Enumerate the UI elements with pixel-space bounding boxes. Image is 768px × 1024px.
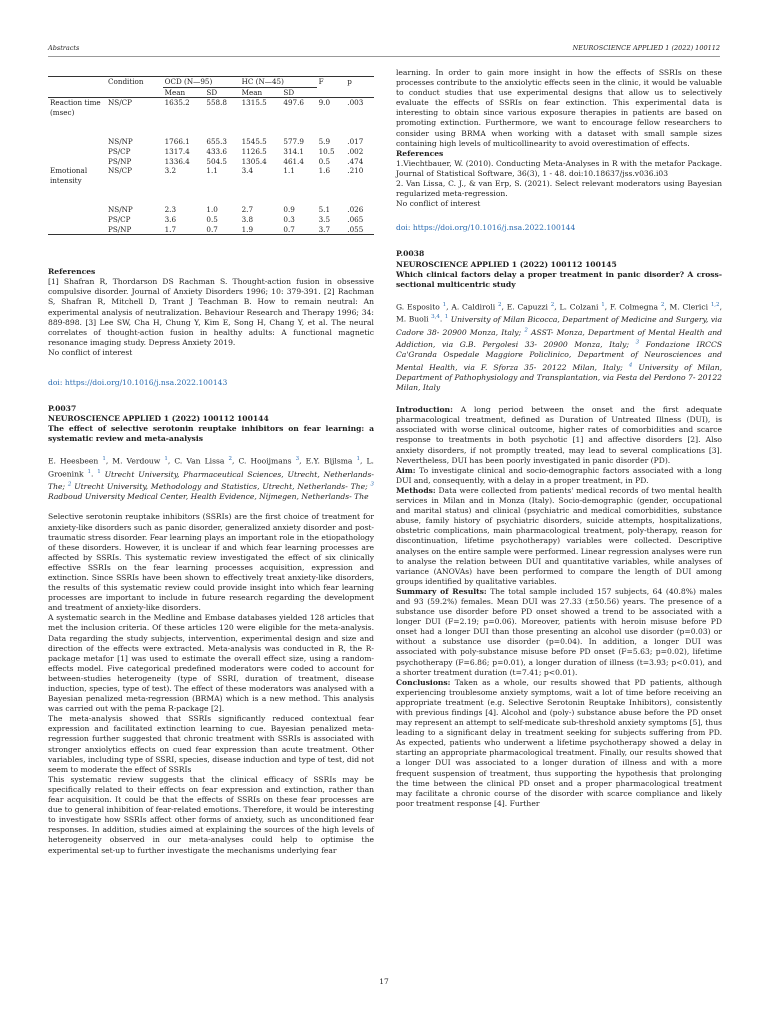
table-cell: NS/NP (108, 205, 133, 215)
table-cell: 577.9 (283, 137, 304, 147)
abstract-id-right: P.0038 (396, 249, 425, 259)
table-cell: 504.5 (206, 156, 227, 166)
left-column (48, 68, 374, 856)
table-cell: 1766.1 (164, 137, 190, 147)
table-cell: 10.5 (318, 146, 335, 156)
results-text: The total sample included 157 subjects, 64 (40.8%) males and 93 (59.2%) females. Mean DUI was 27.33 (±50.56) years. The presence of a substance use disorder before PD onset showed a trend to be associated with a longer DUI (F=2.19; p=0.06). Moreover, patients with heroin misuse before PD onset had a longer DUI than those presenting an alcohol use disorder (p=0.03) or without a substance use disorder (p=0.04). In addition, a longer DUI was associated with poly-substance misuse before PD onset (F=5.63; p=0.02), lifetime psychotherapy (F=6.86; p=0.01), a longer duration of illness (t=3.93; p<0.01), and a shorter treatment duration (t=7.41; p<0.01). (396, 586, 722, 677)
intro-text: A long period between the onset and the first adequate pharmacological treatment, defined as Duration of Untreated Illness (DUI), is associated with worse clinical outcome, higher rates of comorbidities and scarce response to treatments in both psychotic [1] and affective disorders [2]. Also anxiety disorders, if not promptly treated, may lead to several complications [3]. Nevertheless, DUI has been poorly investigated in panic disorder (PD). (396, 405, 723, 465)
author-list-right: G. Esposito $^1$, A. Caldiroli $^2$, E. Capuzzi $^2$, L. Colzani $^1$, F. Colmegna $^2$, M. Clerici $^{1,2}$, M. Buoli $^{3,4}$. $^1$ University of Milan Bicocca, Department of Medicine and Surgery, via Cadore 38- 20900 Monza, Italy; $^2$ ASST- Monza, Department of Mental Health and Addiction, via G.B. Pergolesi 33- 20900 Monza, Italy; $^3$ Fondazione IRCCS Ca'Granda Ospedale Maggiore Policlinico, Department of Neurosciences and Mental Health, via F. Sforza 35- 20122 Milan, Italy; $^4$ University of Milan, Department of Pathophysiology and Transplantation, via Festa del Perdono 7- 20122 Milan, Italy (396, 301, 723, 393)
table-row (48, 205, 374, 215)
abstract-journal: NEUROSCIENCE APPLIED 1 (2022) 100112 100144 (48, 414, 269, 424)
table-cell: PS/NP (106, 225, 163, 235)
table-row (48, 147, 374, 157)
table-cell: 0.5 (318, 156, 331, 166)
table-cell: 3.6 (164, 214, 177, 224)
table-cell: 1305.4 (241, 156, 267, 166)
table-cell: 1.0 (206, 205, 218, 215)
abstract-title-right: Which clinical factors delay a proper treatment in panic disorder? A cross-sectional multicentric study (396, 269, 722, 289)
table-cell: 1.1 (283, 166, 295, 176)
th-f: F (317, 77, 346, 88)
abstract-title: The effect of selective serotonin reuptake inhibitors on fear learning: a systematic review and meta-analysis (48, 424, 374, 444)
running-header-left: Abstracts (48, 44, 80, 52)
intro-label: Introduction: (396, 405, 453, 415)
table-cell: PS/CP (108, 214, 131, 224)
table-cell: 1.7 (163, 225, 205, 235)
row-group-label: Emotional intensity (50, 166, 88, 185)
body-paragraph: A systematic search in the Medline and Embase databases yielded 128 articles that met the inclusion criteria. Of these articles 120 were eligible for the meta-analysis. Data regarding the study subjects, intervention, experimental design and size and direction of the effects were extracted. Meta-analysis was conducted in R, the R-package metafor [1] was used to estimate the overall effect size, using a random-effects model. Five categorical predefined moderators were coded to account for between-studies heterogeneity (type of SSRI, duration of treatment, disease induction, species, type of test). The effect of these moderators was analysed with a Bayesian penalized meta-regression (BRMA) which is a new method. This analysis was carried out with the pema R-package [2]. (48, 613, 374, 714)
conclusions-label: Conclusions: (396, 677, 451, 687)
table-cell: 0.3 (283, 214, 295, 224)
table-cell: NS/NP (108, 137, 133, 147)
header-rule (48, 56, 720, 57)
table-cell: 1635.2 (164, 98, 190, 108)
body-paragraph: Selective serotonin reuptake inhibitors (SSRIs) are the first choice of treatment for anxiety-like disorders such as panic disorder, generalized anxiety disorder and post-traumatic stress disorder. Fear learning plays an important role in the etiopathology of these disorders. However, it is unclear if and which fear learning processes are affected by SSRIs. This systematic review investigated the effect of six clinically effective SSRIs on the fear learning processes acquisition, expression and extinction. Since SSRIs have been shown to effectively treat anxiety-like disorders, the results of this systematic review could provide insight into which fear learning processes are important to include in future research regarding the development and treatment of anxiety-like disorders. (48, 512, 374, 613)
row-group-label (48, 205, 106, 215)
table-row (48, 98, 374, 118)
row-group-label: Reaction time (msec) (50, 98, 101, 117)
th-mean-hc: Mean (240, 87, 282, 98)
body-paragraph: This systematic review suggests that the clinical efficacy of SSRIs may be specifically related to their effects on fear expression and extinction, rather than fear acquisition. It could be that the effects of SSRIs on these fear processes are due to general inhibition of fear-related emotions. Therefore, it would be interesting to investigate how SSRIs affect other forms of anxiety, such as unconditioned fear responses. In addition, studies aimed at explaining the sources of the high levels of heterogeneity observed in our meta-analyses could help to optimise the experimental set-up to further investigate the mechanisms underlying fear (48, 774, 374, 855)
table-cell: 1315.5 (241, 98, 267, 108)
table-spacer (48, 185, 374, 205)
table-spacer (48, 117, 374, 137)
th-condition: Condition (106, 77, 163, 88)
continued-text: learning. In order to gain more insight in how the effects of SSRIs on these processes contribute to the anxiolytic effects seen in the clinic, it would be valuable to conduct studies that use experimental designs that allow us to selectively evaluate the effects of SSRIs on fear extinction. This experimental data is interesting to obtain since various exposure therapies in patients are based on promoting extinction. Furthermore, we want to encourage fellow researchers to consider using BRMA when working with a dataset with small sample sizes containing high levels of multicollinearity to avoid overestimation of effects. (396, 68, 722, 148)
table-cell: 1545.5 (241, 137, 267, 147)
table-cell: PS/CP (108, 146, 131, 156)
th-p: p (345, 77, 374, 88)
results-label: Summary of Results: (396, 586, 487, 596)
table-cell: 1.6 (318, 166, 331, 176)
aim-label: Aim: (396, 465, 416, 475)
table-cell: 314.1 (283, 146, 304, 156)
table-cell: 3.5 (318, 214, 331, 224)
th-sd-hc: SD (281, 87, 316, 98)
th-sd-ocd: SD (204, 87, 239, 98)
table-cell: 1317.4 (164, 146, 190, 156)
table-cell: .474 (347, 156, 364, 166)
table-row (48, 157, 374, 167)
conclusions-section (396, 678, 722, 809)
table-cell: 3.2 (164, 166, 177, 176)
table-cell: 461.4 (283, 156, 304, 166)
table-row (48, 215, 374, 225)
ref-1: 1.Viechtbauer, W. (2010). Conducting Meta-Analyses in R with the metafor Package. Journal of Statistical Software, 36(3), 1 - 48. doi:10.18637/jss.v036.i03 (396, 158, 722, 178)
table-cell: .017 (347, 137, 364, 147)
table-cell: 1336.4 (164, 156, 190, 166)
th-hc: HC (N—45) (240, 77, 317, 88)
row-group-label (48, 225, 106, 235)
table-cell: 3.8 (241, 214, 254, 224)
methods-section (396, 486, 722, 587)
table-cell: PS/NP (108, 156, 132, 166)
doi-link[interactable]: doi: https://doi.org/10.1016/j.nsa.2022.100143 (48, 377, 228, 387)
conclusions-text: Taken as a whole, our results showed that PD patients, although experiencing troublesome anxiety symptoms, wait a lot of time before receiving an appropriate treatment (e.g. Selective Serotonin Reuptake Inhibitors), consistently with previous findings [4]. Alcohol and (poly-) substance abuse before the PD onset may represent an attempt to self-medicate sub-threshold anxiety symptoms [5], thus leading to a significant delay in treatment seeking for subjects suffering from PD. As expected, patients who underwent a lifetime psychotherapy showed a delay in starting an appropriate pharmacological treatment. Finally, our results showed that a longer DUI was associated to a longer duration of illness and with a more frequent suspension of treatment, thus supporting the hypothesis that prolonging the time between the clinical PD onset and a proper pharmacological treatment may facilitate a chronic course of the disorder with scarce compliance and likely poor treatment response [4]. Further (396, 677, 722, 808)
table-cell: .003 (347, 98, 364, 108)
abstract-id: P.0037 (48, 404, 77, 414)
table-cell: 1.1 (206, 166, 218, 176)
table-cell: 9.0 (318, 98, 331, 108)
intro-section (396, 405, 722, 466)
table-cell: .055 (345, 225, 374, 235)
table-cell: 0.7 (281, 225, 316, 235)
table-cell: 5.9 (318, 137, 331, 147)
refs-heading: References (48, 267, 96, 277)
th-mean-ocd: Mean (163, 87, 205, 98)
ref-2: 2. Van Lissa, C. J., & van Erp, S. (2021). Select relevant moderators using Bayesian regularized meta-regression. (396, 179, 722, 199)
table-cell: 558.8 (206, 98, 227, 108)
refs-text: [1] Shafran R, Thordarson DS Rachman S. Thought-action fusion in obsessive compulsive disorder. Journal of Anxiety Disorders 1996; 10: 379-391. [2] Rachman S, Shafran R, Mitchell D, Trant J Teachman B. How to remain neutral: An experimental analysis of neutralization. Behaviour Research and Therapy 1996; 34: 889-898. [3] Lee SW, Cha H, Chung Y, Kim E, Song H, Chang Y, et al. The neural correlates of thought-action fusion in healthy adults: A functional magnetic resonance imaging study. Depress Anxiety 2019. (48, 277, 374, 347)
row-group-label (48, 215, 106, 225)
page-number: 17 (379, 977, 389, 986)
table-cell: 1126.5 (241, 146, 267, 156)
right-column (396, 68, 722, 809)
abstract-journal-right: NEUROSCIENCE APPLIED 1 (2022) 100112 100145 (396, 259, 617, 269)
running-header-right: NEUROSCIENCE APPLIED 1 (2022) 100112 (572, 44, 720, 52)
table-cell: 0.7 (204, 225, 239, 235)
conflict-statement-right: No conflict of interest (396, 199, 481, 209)
table-cell: 2.3 (164, 205, 177, 215)
results-section (396, 587, 722, 678)
table-cell: .026 (347, 205, 364, 215)
table-cell: 2.7 (241, 205, 254, 215)
author-list: E. Heesbeen $^1$, M. Verdouw $^1$, C. Van Lissa $^2$, C. Hooijmans $^3$, E.Y. Bijlsma $^1$, L. Groenink $^1$. $^1$ Utrecht University, Pharmaceutical Sciences, Utrecht, Netherlands-The; $^2$ Utrecht University, Methodology and Statistics, Utrecht, Netherlands- The; $^3$ Radboud University Medical Center, Health Evidence, Nijmegen, Netherlands- The (48, 456, 374, 502)
row-group-label (48, 137, 106, 147)
refs-heading-right: References (396, 148, 444, 158)
table-cell: NS/CP (108, 98, 132, 108)
table-row (48, 166, 374, 185)
abstract-body (48, 512, 374, 855)
doi-link-right[interactable]: doi: https://doi.org/10.1016/j.nsa.2022.100144 (396, 223, 576, 233)
table-cell: 1.9 (240, 225, 282, 235)
table-cell: 0.9 (283, 205, 295, 215)
body-paragraph: The meta-analysis showed that SSRIs significantly reduced contextual fear expression and facilitated extinction learning to cue. Bayesian penalized meta-regression further suggested that chronic treatment with SSRIs is associated with stronger anxiolytics effects on cued fear expression than acute treatment. Other variables, including type of SSRI, species, disease induction and type of test, did not seem to moderate the effect of SSRIs (48, 714, 374, 774)
table-cell: .002 (347, 146, 364, 156)
table-cell: .210 (347, 166, 364, 176)
table-row (48, 137, 374, 147)
aim-text: To investigate clinical and socio-demographic factors associated with a long DUI and, consequently, with a delay in a proper treatment, in PD. (396, 465, 723, 485)
table-cell: NS/CP (108, 166, 132, 176)
table-cell: 433.6 (206, 146, 227, 156)
aim-section (396, 466, 722, 486)
table-cell: 3.4 (241, 166, 254, 176)
table-cell: 655.3 (206, 137, 227, 147)
table-cell: 497.6 (283, 98, 304, 108)
conflict-statement: No conflict of interest (48, 347, 133, 357)
methods-label: Methods: (396, 485, 436, 495)
table-cell: 3.7 (317, 225, 346, 235)
row-group-label (48, 157, 106, 167)
table-cell: 5.1 (318, 205, 331, 215)
row-group-label (48, 147, 106, 157)
table-cell: .065 (347, 214, 364, 224)
results-table (48, 76, 374, 235)
methods-text: Data were collected from patients' medical records of two mental health services in Milan and in Monza (Italy). Socio-demographic (gender, occupational and marital status) and clinical (psychiatric and medical comorbidities, substance abuse, family history of psychiatric disorders, suicide attempts, hospitalizations, obstetric complications, main pharmacological treatment, poly-therapy, reason for discontinuation, lifetime psychotherapy) variables were collected. Descriptive analyses on the entire sample were performed. Linear regression analyses were run to analyse the relation between DUI and quantitative variables, while analyses of variance (ANOVAs) have been performed to compare the length of DUI among groups identified by qualitative variables. (396, 485, 722, 586)
table-row (48, 225, 374, 235)
table-cell: 0.5 (206, 214, 218, 224)
th-ocd: OCD (N—95) (163, 77, 240, 88)
